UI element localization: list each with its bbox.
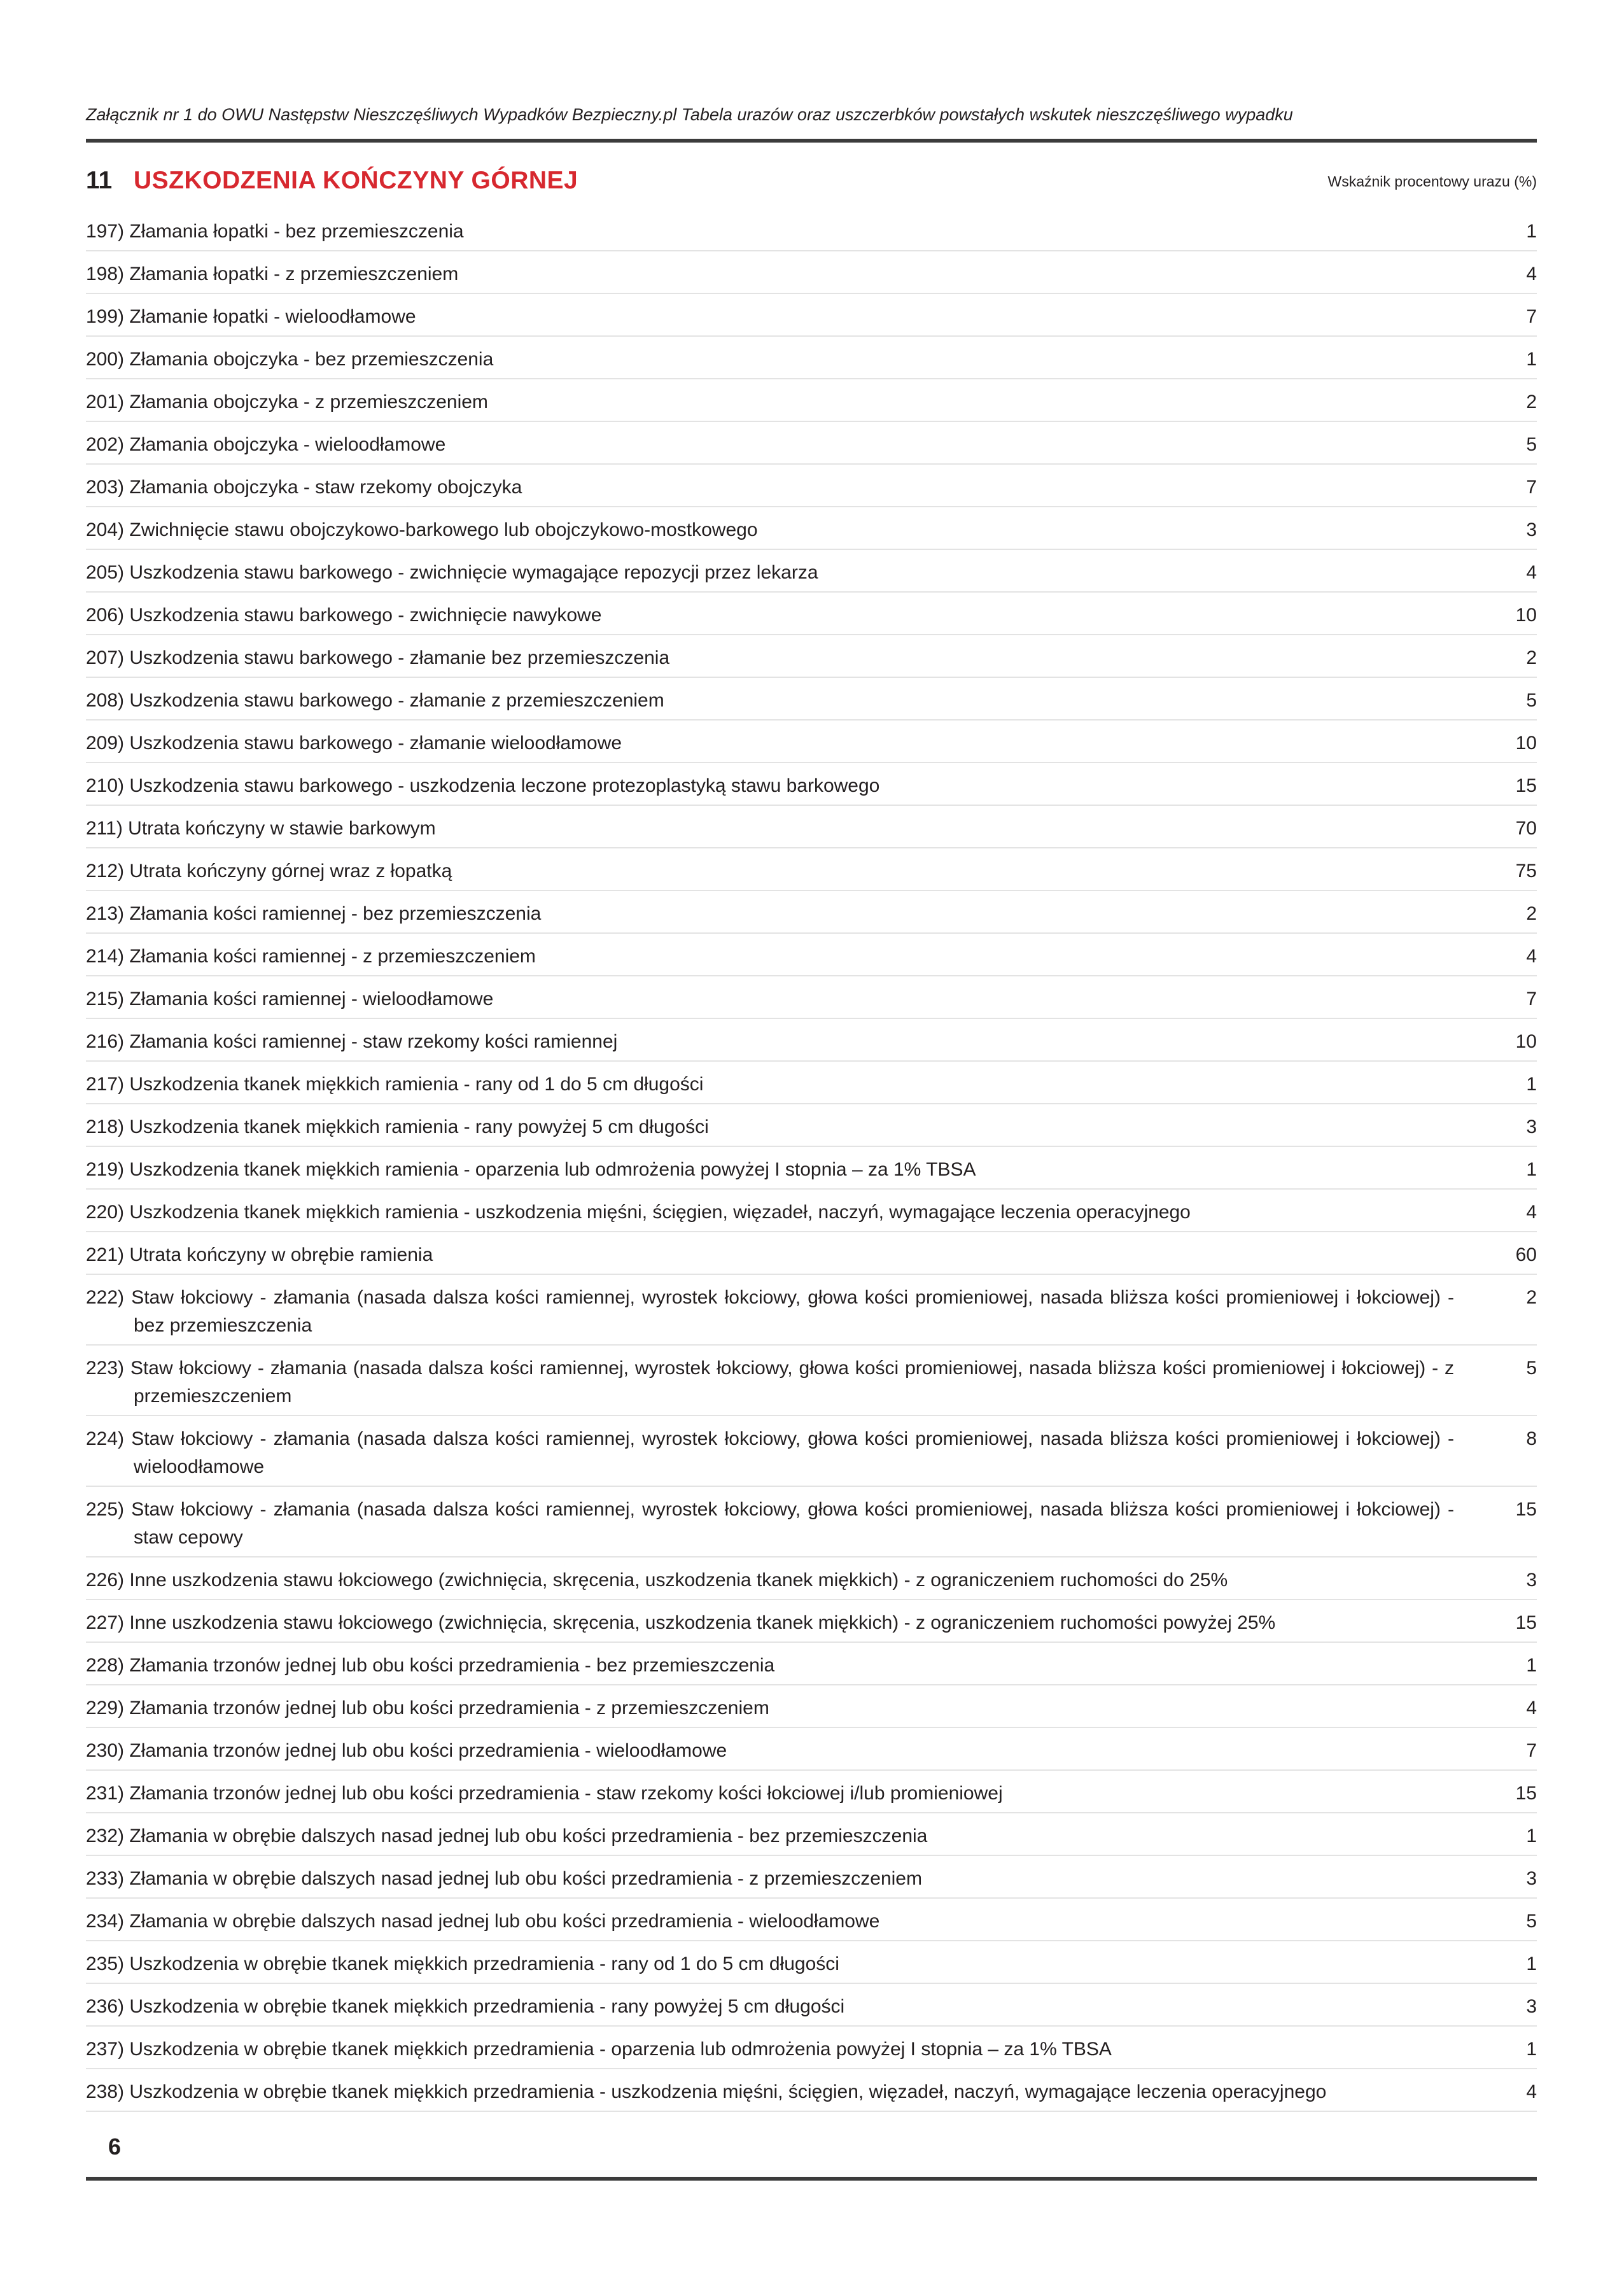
document-header: Załącznik nr 1 do OWU Następstw Nieszczęśliwych Wypadków Bezpieczny.pl Tabela urazów oraz uszczerbków powstałych wskutek nieszczęśliwego wypadku (86, 105, 1293, 124)
table-row (86, 2069, 1537, 2112)
table-row (86, 1771, 1537, 1813)
table-row (86, 1941, 1537, 1984)
injury-description: 220) Uszkodzenia tkanek miękkich ramienia - uszkodzenia mięśni, ścięgien, więzadeł, naczyń, wymagające leczenia operacyjnego (86, 1202, 1191, 1223)
injury-percentage: 15 (1515, 1612, 1537, 1633)
table-row (86, 1019, 1537, 1062)
table-row (86, 507, 1537, 550)
injury-description: 215) Złamania kości ramiennej - wieloodłamowe (86, 988, 494, 1009)
injury-percentage: 4 (1526, 1698, 1537, 1719)
injury-percentage: 15 (1515, 1499, 1537, 1520)
injury-description: 198) Złamania łopatki - z przemieszczeniem (86, 264, 459, 285)
injury-percentage: 7 (1526, 1740, 1537, 1761)
injury-description: 221) Utrata kończyny w obrębie ramienia (86, 1244, 433, 1265)
injury-percentage: 1 (1526, 1825, 1537, 1846)
injury-percentage: 7 (1526, 306, 1537, 327)
injury-percentage: 2 (1526, 391, 1537, 412)
table-row (86, 465, 1537, 507)
injury-percentage: 4 (1526, 2081, 1537, 2102)
injury-percentage: 1 (1526, 349, 1537, 370)
injury-description: 197) Złamania łopatki - bez przemieszczenia (86, 221, 464, 242)
injury-description: 231) Złamania trzonów jednej lub obu kości przedramienia - staw rzekomy kości łokciowej i/lub promieniowej (86, 1783, 1003, 1804)
injury-percentage: 4 (1526, 264, 1537, 285)
injury-description: 205) Uszkodzenia stawu barkowego - zwichnięcie wymagające repozycji przez lekarza (86, 562, 818, 583)
table-row (86, 721, 1537, 763)
injury-percentage: 15 (1515, 775, 1537, 796)
injury-percentage: 4 (1526, 946, 1537, 967)
table-row (86, 422, 1537, 465)
table-row (86, 1104, 1537, 1147)
section-title: USZKODZENIA KOŃCZYNY GÓRNEJ (134, 167, 578, 194)
injury-description: 201) Złamania obojczyka - z przemieszczeniem (86, 391, 488, 412)
table-row (86, 1346, 1537, 1416)
injury-percentage: 8 (1526, 1428, 1537, 1449)
injury-description: 213) Złamania kości ramiennej - bez przemieszczenia (86, 903, 542, 924)
table-row (86, 1813, 1537, 1856)
table-row (86, 379, 1537, 422)
table-row (86, 2027, 1537, 2069)
injury-percentage: 1 (1526, 221, 1537, 242)
table-row (86, 1984, 1537, 2027)
table-row (86, 1728, 1537, 1771)
injury-description: 214) Złamania kości ramiennej - z przemieszczeniem (86, 946, 536, 967)
injury-description: 234) Złamania w obrębie dalszych nasad jednej lub obu kości przedramienia - wieloodłamowe (86, 1911, 880, 1932)
table-row (86, 1487, 1537, 1557)
injury-percentage: 5 (1526, 434, 1537, 455)
injury-description: 202) Złamania obojczyka - wieloodłamowe (86, 434, 446, 455)
injury-description: 200) Złamania obojczyka - bez przemieszczenia (86, 349, 494, 370)
table-row (86, 891, 1537, 934)
table-row (86, 294, 1537, 337)
table-row (86, 934, 1537, 976)
injury-description: 199) Złamanie łopatki - wieloodłamowe (86, 306, 416, 327)
injury-description: 204) Zwichnięcie stawu obojczykowo-barkowego lub obojczykowo-mostkowego (86, 519, 758, 540)
injury-description: 210) Uszkodzenia stawu barkowego - uszkodzenia leczone protezoplastyką stawu barkowego (86, 775, 880, 796)
table-row (86, 1856, 1537, 1899)
injury-description: 216) Złamania kości ramiennej - staw rzekomy kości ramiennej (86, 1031, 618, 1052)
injury-percentage: 10 (1515, 605, 1537, 626)
table-row (86, 251, 1537, 294)
injury-description: 219) Uszkodzenia tkanek miękkich ramienia - oparzenia lub odmrożenia powyżej I stopnia – za 1% TBSA (86, 1159, 976, 1180)
injury-percentage: 1 (1526, 1655, 1537, 1676)
table-row (86, 550, 1537, 593)
table-row (86, 1232, 1537, 1275)
table-row (86, 1685, 1537, 1728)
injury-percentage: 1 (1526, 1953, 1537, 1974)
injury-percentage: 1 (1526, 2039, 1537, 2060)
table-row (86, 976, 1537, 1019)
table-row (86, 635, 1537, 678)
injury-description: 203) Złamania obojczyka - staw rzekomy obojczyka (86, 477, 522, 498)
injury-description: 208) Uszkodzenia stawu barkowego - złamanie z przemieszczeniem (86, 690, 664, 711)
injury-percentage: 4 (1526, 562, 1537, 583)
injury-description: 225) Staw łokciowy - złamania (nasada dalsza kości ramiennej, wyrostek łokciowy, głowa kości promieniowej, nasada bliższa kości promieniowej i łokciowej) - staw cepowy (86, 1499, 1454, 1548)
table-row (86, 1600, 1537, 1643)
injury-description: 230) Złamania trzonów jednej lub obu kości przedramienia - wieloodłamowe (86, 1740, 727, 1761)
table-row (86, 1062, 1537, 1104)
injury-percentage: 7 (1526, 988, 1537, 1009)
injury-percentage: 60 (1515, 1244, 1537, 1265)
injury-description: 217) Uszkodzenia tkanek miękkich ramienia - rany od 1 do 5 cm długości (86, 1074, 704, 1095)
column-label: Wskaźnik procentowy urazu (%) (1327, 173, 1537, 190)
table-row (86, 1275, 1537, 1346)
table-row (86, 763, 1537, 806)
table-row (86, 1899, 1537, 1941)
injury-percentage: 75 (1515, 861, 1537, 882)
section-heading (86, 167, 1537, 205)
injury-percentage: 5 (1526, 1911, 1537, 1932)
table-row (86, 806, 1537, 848)
section-number: 11 (86, 167, 113, 194)
injury-percentage: 15 (1515, 1783, 1537, 1804)
injury-description: 218) Uszkodzenia tkanek miękkich ramienia - rany powyżej 5 cm długości (86, 1116, 709, 1137)
injury-percentage: 4 (1526, 1202, 1537, 1223)
injury-description: 226) Inne uszkodzenia stawu łokciowego (zwichnięcia, skręcenia, uszkodzenia tkanek miękkich) - z ograniczeniem ruchomości do 25% (86, 1570, 1228, 1591)
injury-description: 235) Uszkodzenia w obrębie tkanek miękkich przedramienia - rany od 1 do 5 cm długości (86, 1953, 839, 1974)
injury-description: 206) Uszkodzenia stawu barkowego - zwichnięcie nawykowe (86, 605, 602, 626)
header-divider (86, 139, 1537, 143)
table-row (86, 1557, 1537, 1600)
injury-description: 227) Inne uszkodzenia stawu łokciowego (zwichnięcia, skręcenia, uszkodzenia tkanek miękkich) - z ograniczeniem ruchomości powyżej 25% (86, 1612, 1276, 1633)
table-row (86, 1643, 1537, 1685)
injury-percentage: 5 (1526, 1358, 1537, 1379)
injury-description: 238) Uszkodzenia w obrębie tkanek miękkich przedramienia - uszkodzenia mięśni, ścięgien, więzadeł, naczyń, wymagające leczenia operacyjnego (86, 2081, 1327, 2102)
table-row (86, 1190, 1537, 1232)
injury-description: 222) Staw łokciowy - złamania (nasada dalsza kości ramiennej, wyrostek łokciowy, głowa kości promieniowej, nasada bliższa kości promieniowej i łokciowej) - bez przemieszczenia (86, 1287, 1454, 1336)
injury-percentage: 3 (1526, 1116, 1537, 1137)
injury-description: 223) Staw łokciowy - złamania (nasada dalsza kości ramiennej, wyrostek łokciowy, głowa kości promieniowej, nasada bliższa kości promieniowej i łokciowej) - z przemieszczeniem (86, 1358, 1454, 1407)
injury-percentage: 3 (1526, 1570, 1537, 1591)
injury-percentage: 3 (1526, 1996, 1537, 2017)
injury-percentage: 2 (1526, 647, 1537, 668)
injury-percentage: 70 (1515, 818, 1537, 839)
injury-description: 237) Uszkodzenia w obrębie tkanek miękkich przedramienia - oparzenia lub odmrożenia powyżej I stopnia – za 1% TBSA (86, 2039, 1112, 2060)
table-row (86, 1147, 1537, 1190)
injury-description: 207) Uszkodzenia stawu barkowego - złamanie bez przemieszczenia (86, 647, 670, 668)
injury-description: 211) Utrata kończyny w stawie barkowym (86, 818, 436, 839)
injury-description: 236) Uszkodzenia w obrębie tkanek miękkich przedramienia - rany powyżej 5 cm długości (86, 1996, 845, 2017)
injury-description: 228) Złamania trzonów jednej lub obu kości przedramienia - bez przemieszczenia (86, 1655, 775, 1676)
page-number: 6 (108, 2134, 122, 2160)
injury-percentage: 5 (1526, 690, 1537, 711)
injury-percentage: 10 (1515, 1031, 1537, 1052)
injury-percentage: 10 (1515, 733, 1537, 754)
table-row (86, 593, 1537, 635)
footer-divider (86, 2177, 1537, 2181)
table-row (86, 678, 1537, 721)
table-row (86, 848, 1537, 891)
injury-description: 224) Staw łokciowy - złamania (nasada dalsza kości ramiennej, wyrostek łokciowy, głowa kości promieniowej, nasada bliższa kości promieniowej i łokciowej) - wieloodłamowe (86, 1428, 1454, 1477)
injury-description: 232) Złamania w obrębie dalszych nasad jednej lub obu kości przedramienia - bez przemieszczenia (86, 1825, 928, 1846)
injury-percentage: 1 (1526, 1074, 1537, 1095)
injury-percentage: 3 (1526, 1868, 1537, 1889)
injury-percentage: 1 (1526, 1159, 1537, 1180)
table-row (86, 337, 1537, 379)
injury-percentage: 3 (1526, 519, 1537, 540)
table-row (86, 209, 1537, 251)
injury-percentage: 7 (1526, 477, 1537, 498)
injury-percentage: 2 (1526, 903, 1537, 924)
injury-description: 209) Uszkodzenia stawu barkowego - złamanie wieloodłamowe (86, 733, 622, 754)
injury-percentage: 2 (1526, 1287, 1537, 1308)
injury-table (86, 209, 1537, 2112)
table-row (86, 1416, 1537, 1487)
injury-description: 233) Złamania w obrębie dalszych nasad jednej lub obu kości przedramienia - z przemieszczeniem (86, 1868, 922, 1889)
injury-description: 212) Utrata kończyny górnej wraz z łopatką (86, 861, 452, 882)
injury-description: 229) Złamania trzonów jednej lub obu kości przedramienia - z przemieszczeniem (86, 1698, 769, 1719)
